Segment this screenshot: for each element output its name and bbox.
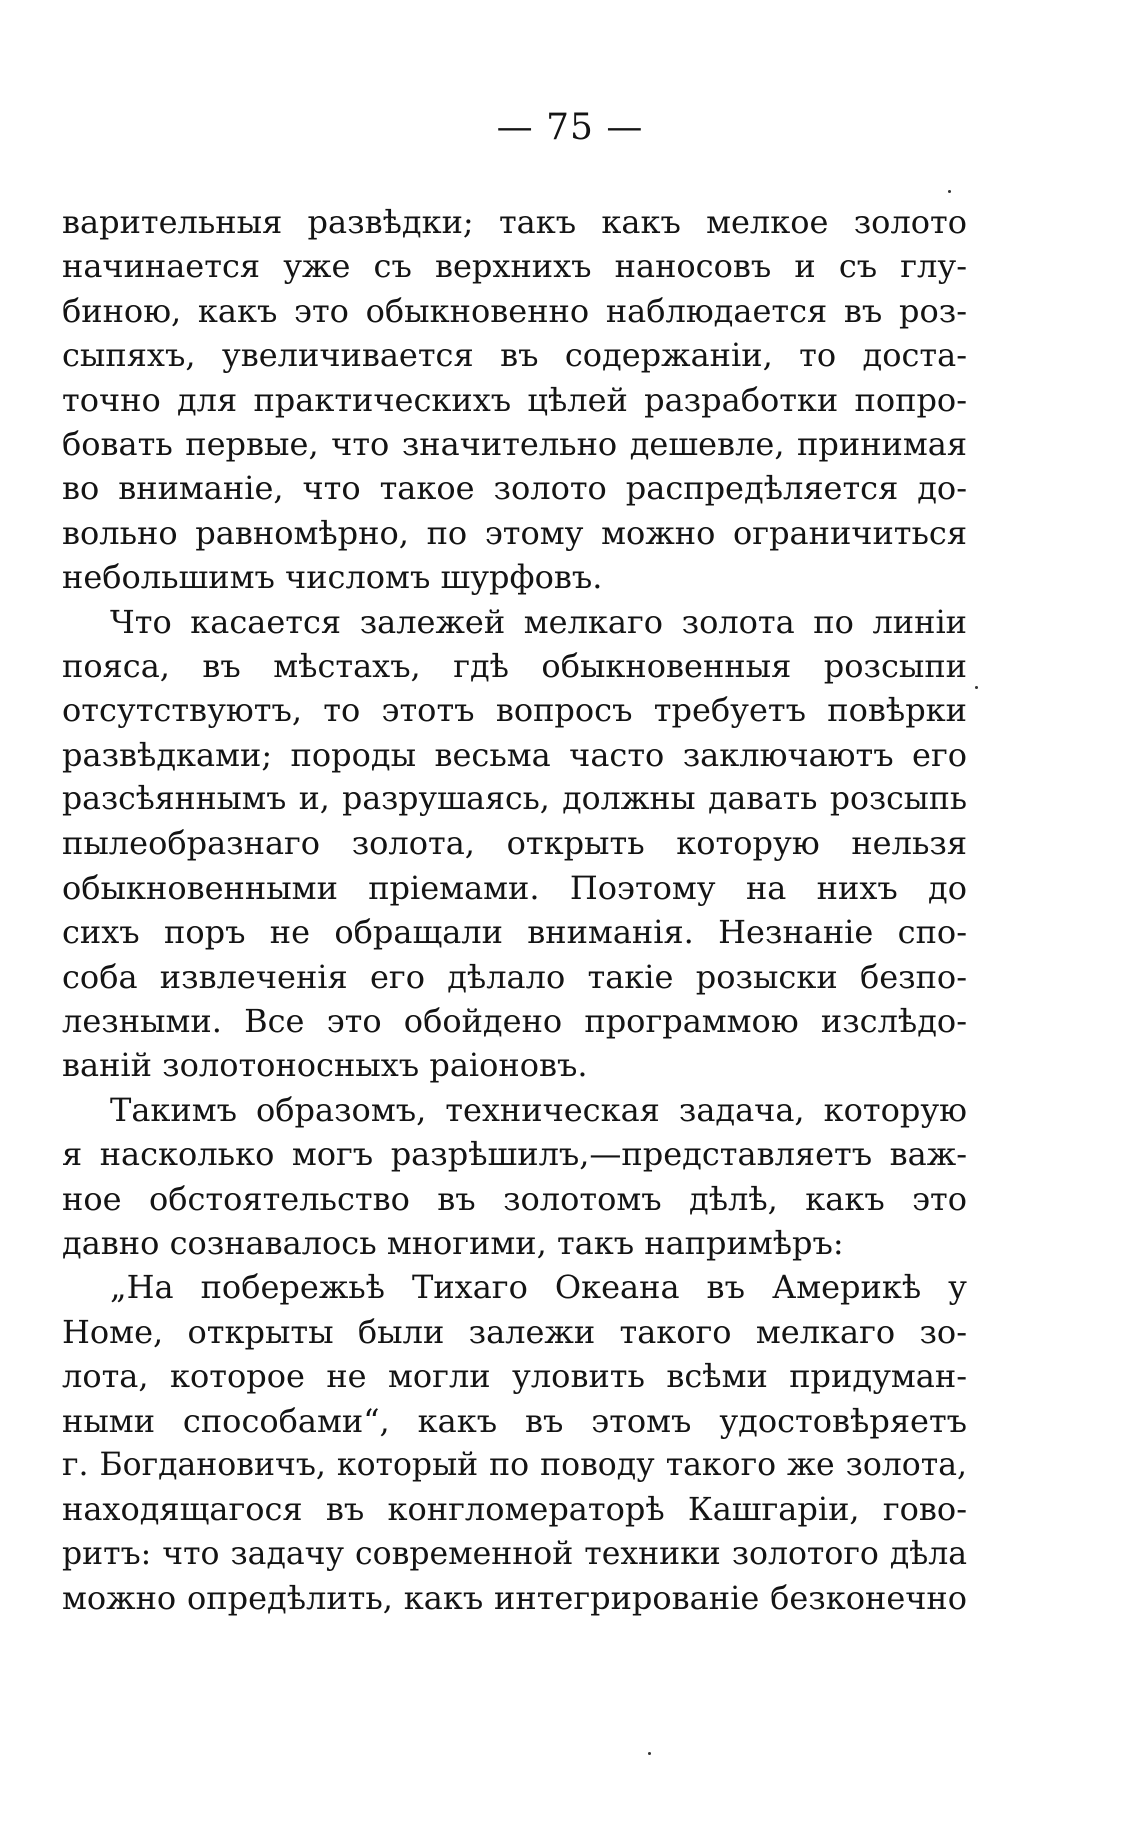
text-line: Номе, открыты были залежи такого мелкаго зо- — [62, 1312, 967, 1351]
text-line: лезными. Все это обойдено программою изслѣдо- — [62, 1002, 967, 1041]
body-text — [62, 200, 967, 1621]
text-line: ритъ: что задачу современной техники золотого дѣла — [62, 1535, 967, 1572]
text-line: давно сознавалось многими, такъ напримѣръ: — [62, 1223, 844, 1262]
text-line: варительныя развѣдки; такъ какъ мелкое золото — [62, 203, 967, 241]
text-line: лота, которое не могли уловить всѣми придуман- — [62, 1357, 967, 1396]
print-speck — [948, 190, 951, 193]
text-line: бовать первые, что значительно дешевле, принимая — [62, 424, 967, 463]
page-number: — 75 — — [496, 107, 644, 148]
text-line: небольшимъ числомъ шурфовъ. — [62, 558, 603, 597]
text-line: начинается уже съ верхнихъ наносовъ и съ глу- — [62, 247, 967, 286]
text-line: сыпяхъ, увеличивается въ содержаніи, то доста- — [62, 336, 967, 375]
text-line: соба извлеченія его дѣлало такіе розыски безпо- — [62, 957, 967, 996]
text-line: точно для практическихъ цѣлей разработки попро- — [62, 380, 967, 419]
print-speck — [975, 686, 978, 689]
text-line: сихъ поръ не обращали вниманія. Незнаніе спо- — [62, 913, 967, 952]
text-line: я насколько могъ разрѣшилъ,—представляетъ важ- — [62, 1135, 967, 1174]
text-line: вольно равномѣрно, по этому можно ограничиться — [62, 513, 967, 552]
text-line: Такимъ образомъ, техническая задача, которую — [110, 1090, 967, 1129]
text-line: можно опредѣлить, какъ интегрированіе безконечно — [62, 1579, 967, 1618]
text-line: ваній золотоносныхъ раіоновъ. — [62, 1046, 588, 1085]
text-line: отсутствуютъ, то этотъ вопросъ требуетъ повѣрки — [62, 691, 967, 730]
text-line: ными способами“, какъ въ этомъ удостовѣряетъ — [62, 1401, 967, 1440]
text-line: во вниманіе, что такое золото распредѣляется до- — [62, 469, 967, 508]
text-line: развѣдками; породы весьма часто заключаютъ его — [62, 735, 967, 774]
text-line: „На побережьѣ Тихаго Океана въ Америкѣ у — [110, 1268, 967, 1307]
text-line: пояса, въ мѣстахъ, гдѣ обыкновенныя розсыпи — [62, 646, 967, 685]
print-speck — [648, 1752, 651, 1755]
text-line: Что касается залежей мелкаго золота по линіи — [110, 602, 967, 641]
text-line: находящагося въ конгломераторѣ Кашгаріи, гово- — [62, 1490, 967, 1529]
text-line: пылеобразнаго золота, открыть которую нельзя — [62, 824, 967, 863]
text-line: обыкновенными пріемами. Поэтому на нихъ до — [62, 868, 967, 907]
text-line: ное обстоятельство въ золотомъ дѣлѣ, какъ это — [62, 1179, 967, 1218]
text-line: г. Богдановичъ, который по поводу такого же золота, — [62, 1446, 967, 1483]
text-line: биною, какъ это обыкновенно наблюдается въ роз- — [62, 291, 967, 330]
text-line: разсѣяннымъ и, разрушаясь, должны давать розсыпь — [62, 781, 967, 818]
